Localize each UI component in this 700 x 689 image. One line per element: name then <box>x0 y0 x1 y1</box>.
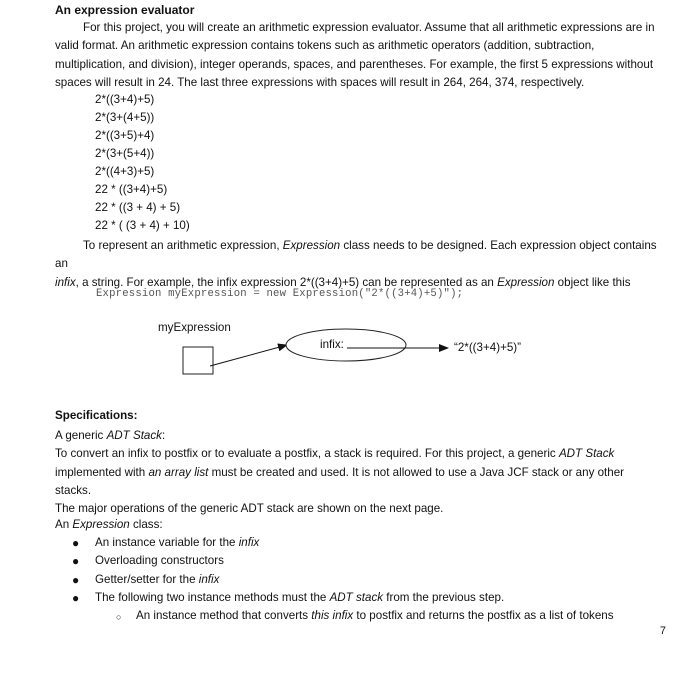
represent-line-1: To represent an arithmetic expression, Expression class needs to be designed. Each expression object contains an <box>55 239 657 271</box>
list-item: ● An instance variable for the infix <box>72 536 260 550</box>
list-item: ● Overloading constructors <box>72 554 224 569</box>
page-number: 7 <box>659 625 666 637</box>
section-heading: An expression evaluator <box>55 3 195 17</box>
code-example: Expression myExpression = new Expression("2*((3+4)+5)"); <box>96 288 464 300</box>
expression-1: 2*((3+4)+5) <box>95 93 155 106</box>
expression-3: 2*((3+5)+4) <box>95 129 155 142</box>
infix-field-label: infix: <box>320 338 344 351</box>
intro-line-3: multiplication, and division), integer operands, spaces, and parentheses. For example, the first 5 expressions without <box>55 57 654 71</box>
object-ellipse <box>286 329 406 361</box>
specs-line-3: The major operations of the generic ADT stack are shown on the next page. <box>55 502 444 516</box>
circle-bullet-icon: ○ <box>116 612 122 622</box>
expression-4: 2*(3+(5+4)) <box>95 147 155 160</box>
list-item: ● The following two instance methods must the ADT stack from the previous step. <box>72 590 505 605</box>
reference-arrow <box>210 345 287 366</box>
string-value: “2*((3+4)+5)” <box>454 341 522 354</box>
sub-list-item: ○ An instance method that converts this infix to postfix and returns the postfix as a list of tokens <box>118 607 614 625</box>
specifications-paragraph <box>55 427 663 518</box>
represent-line-2: infix, a string. For example, the infix expression 2*((3+4)+5) can be represented as an Expression object like this <box>55 275 631 289</box>
expression-7: 22 * ((3 + 4) + 5) <box>95 201 181 214</box>
expression-2: 2*(3+(4+5)) <box>95 111 155 124</box>
specs-line-1: To convert an infix to postfix or to evaluate a postfix, a stack is required. For this project, a generic ADT Stack <box>55 447 615 461</box>
specs-line-2: implemented with an array list must be created and used. It is not allowed to use a Java JCF stack or any other stacks. <box>55 465 625 497</box>
expression-class-heading: An Expression class: <box>55 518 163 531</box>
expression-5: 2*((4+3)+5) <box>95 165 155 178</box>
requirements-list <box>55 534 655 607</box>
list-item: ● Getter/setter for the infix <box>72 572 220 587</box>
expression-8: 22 * ( (3 + 4) + 10) <box>95 219 190 232</box>
expression-6: 22 * ((3+4)+5) <box>95 183 168 196</box>
reference-box <box>183 347 213 374</box>
variable-label: myExpression <box>158 321 231 334</box>
intro-line-2: valid format. An arithmetic expression contains tokens such as arithmetic operators (addition, subtraction, <box>55 39 595 53</box>
specifications-title: Specifications: <box>55 409 138 422</box>
stack-heading: A generic ADT Stack: <box>55 429 166 442</box>
intro-line-1: For this project, you will create an arithmetic expression evaluator. Assume that all arithmetic expressions are in <box>83 21 655 34</box>
intro-line-4: spaces will result in 24. The last three expressions with spaces will result in 264, 264, 374, respectively. <box>55 75 585 89</box>
